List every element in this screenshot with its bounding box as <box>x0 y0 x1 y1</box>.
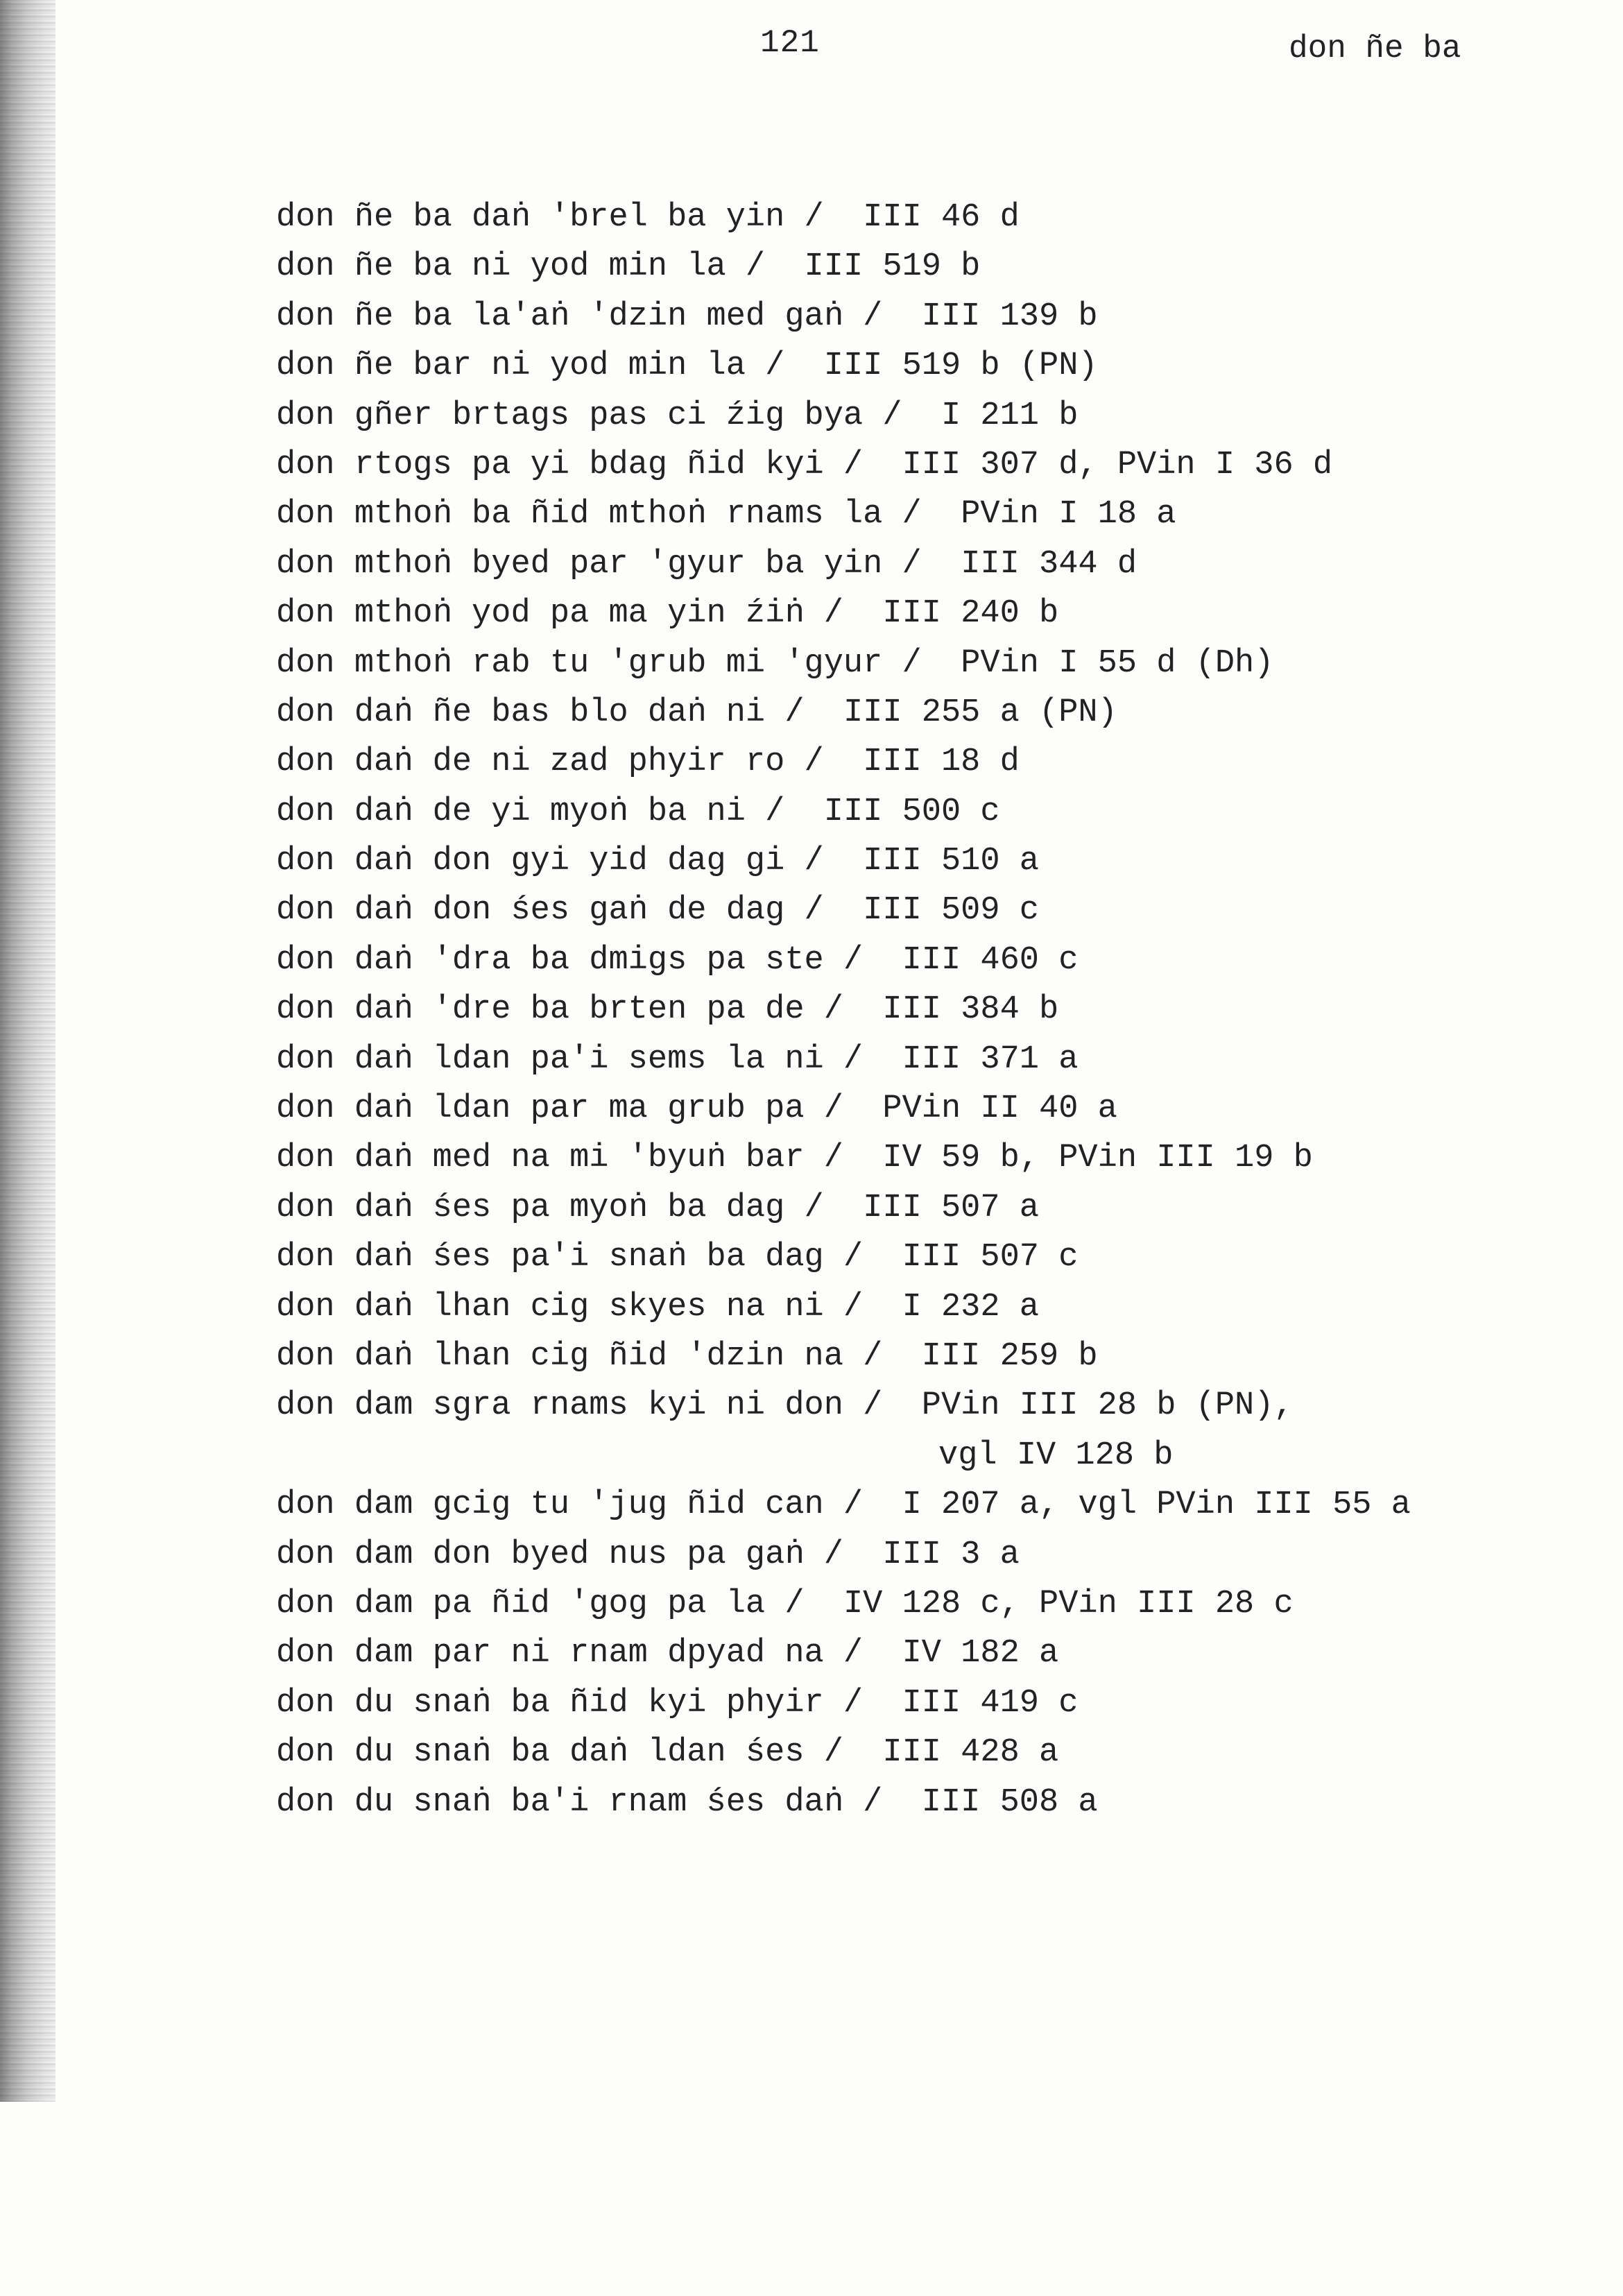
index-entry <box>276 1381 1594 1430</box>
entry-reference: III 507 c <box>902 1239 1079 1276</box>
entry-reference: III 18 d <box>863 744 1020 781</box>
entry-reference: III 519 b (PN) <box>823 348 1098 385</box>
entry-reference: I 211 b <box>941 397 1079 434</box>
index-entry <box>276 1133 1594 1183</box>
entry-verse: don ñe bar ni yod min la / <box>276 348 785 385</box>
entry-verse: don daṅ lhan cig skyes na ni / <box>276 1288 864 1326</box>
entry-verse: don daṅ ldan par ma grub pa / <box>276 1090 843 1128</box>
entry-reference: III 259 b <box>921 1337 1098 1375</box>
index-entry <box>276 490 1594 539</box>
entry-verse: don dam pa ñid 'gog pa la / <box>276 1585 805 1622</box>
entry-verse: don ñe ba daṅ 'brel ba yin / <box>276 199 824 236</box>
index-entry <box>276 1283 1594 1332</box>
entry-reference: PVin I 18 a <box>961 496 1176 533</box>
entry-verse: don du snaṅ ba daṅ ldan śes / <box>276 1734 843 1772</box>
index-entry <box>276 292 1594 341</box>
entry-verse: don mthoṅ ba ñid mthoṅ rnams la / <box>276 496 922 533</box>
index-entry <box>276 737 1594 787</box>
entry-verse: don gñer brtags pas ci źig bya / <box>276 397 902 434</box>
index-entry-continuation <box>276 1431 1594 1480</box>
entry-verse: don daṅ śes pa'i snaṅ ba dag / <box>276 1239 864 1276</box>
entry-reference: PVin II 40 a <box>882 1090 1117 1128</box>
entry-verse: don daṅ śes pa myoṅ ba dag / <box>276 1189 824 1226</box>
entry-reference: I 207 a, vgl PVin III 55 a <box>902 1487 1411 1524</box>
index-entry <box>276 391 1594 440</box>
entry-verse: don dam don byed nus pa gaṅ / <box>276 1536 843 1573</box>
entry-verse: don daṅ ñe bas blo daṅ ni / <box>276 694 805 731</box>
entry-reference: IV 182 a <box>902 1635 1059 1672</box>
entry-reference: III 428 a <box>882 1734 1059 1772</box>
index-entry <box>276 242 1594 291</box>
entry-verse: don du snaṅ ba'i rnam śes daṅ / <box>276 1783 883 1821</box>
entry-verse: don daṅ 'dra ba dmigs pa ste / <box>276 941 864 979</box>
entry-verse: don mthoṅ yod pa ma yin źiṅ / <box>276 595 843 633</box>
entry-reference: PVin I 55 d (Dh) <box>961 644 1274 682</box>
entry-reference: PVin III 28 b (PN), <box>921 1387 1294 1425</box>
index-entry <box>276 639 1594 688</box>
entry-reference: III 139 b <box>921 298 1098 335</box>
entry-reference: III 500 c <box>823 793 1000 830</box>
index-entry <box>276 1183 1594 1233</box>
entry-reference: III 510 a <box>863 843 1039 880</box>
entry-verse: don dam sgra rnams kyi ni don / <box>276 1387 883 1425</box>
running-head: don ñe ba <box>1289 31 1461 67</box>
index-entry <box>276 985 1594 1034</box>
entry-reference: III 507 a <box>863 1189 1039 1226</box>
index-entry <box>276 589 1594 638</box>
entry-verse: don ñe ba ni yod min la / <box>276 248 766 286</box>
entry-verse: don daṅ ldan pa'i sems la ni / <box>276 1040 864 1078</box>
index-entry <box>276 688 1594 737</box>
entry-reference: III 509 c <box>863 892 1039 929</box>
index-entry <box>276 1728 1594 1777</box>
entry-verse: don du snaṅ ba ñid kyi phyir / <box>276 1684 864 1722</box>
entry-verse: don dam gcig tu 'jug ñid can / <box>276 1487 864 1524</box>
entry-reference: vgl IV 128 b <box>938 1437 1174 1474</box>
entry-reference: III 46 d <box>863 199 1020 236</box>
index-entry <box>276 193 1594 242</box>
entry-reference: III 240 b <box>882 595 1059 633</box>
index-entry <box>276 341 1594 391</box>
index-entry <box>276 1629 1594 1678</box>
entry-verse: don ñe ba la'aṅ 'dzin med gaṅ / <box>276 298 883 335</box>
index-entry <box>276 1084 1594 1133</box>
entry-reference: III 307 d, PVin I 36 d <box>902 446 1333 483</box>
entry-verse: don daṅ don gyi yid dag gi / <box>276 843 824 880</box>
entry-reference: I 232 a <box>902 1288 1039 1326</box>
index-entry <box>276 787 1594 837</box>
entry-verse: don daṅ med na mi 'byuṅ bar / <box>276 1140 843 1177</box>
entry-verse: don daṅ don śes gaṅ de dag / <box>276 892 824 929</box>
index-entry <box>276 837 1594 886</box>
entry-verse: don daṅ 'dre ba brten pa de / <box>276 991 843 1029</box>
index-entry <box>276 1530 1594 1579</box>
entry-reference: III 460 c <box>902 941 1079 979</box>
index-entry <box>276 540 1594 589</box>
index-entry <box>276 1679 1594 1728</box>
entry-reference: IV 59 b, PVin III 19 b <box>882 1140 1313 1177</box>
index-entry <box>276 936 1594 985</box>
entry-verse: don mthoṅ byed par 'gyur ba yin / <box>276 545 922 583</box>
entry-reference: III 419 c <box>902 1684 1079 1722</box>
index-entry <box>276 1480 1594 1530</box>
entry-verse: don daṅ lhan cig ñid 'dzin na / <box>276 1337 883 1375</box>
index-entry <box>276 1579 1594 1629</box>
binding-shadow <box>0 0 55 2102</box>
entry-verse: don daṅ de yi myoṅ ba ni / <box>276 793 785 830</box>
entry-reference: III 519 b <box>804 248 981 286</box>
entry-reference: III 3 a <box>882 1536 1020 1573</box>
entry-reference: III 255 a (PN) <box>843 694 1117 731</box>
entry-reference: III 508 a <box>921 1783 1098 1821</box>
entry-verse: don daṅ de ni zad phyir ro / <box>276 744 824 781</box>
index-entry <box>276 1778 1594 1827</box>
entry-verse: don rtogs pa yi bdag ñid kyi / <box>276 446 864 483</box>
index-entry <box>276 1332 1594 1381</box>
entry-reference: IV 128 c, PVin III 28 c <box>843 1585 1294 1622</box>
entry-reference: III 371 a <box>902 1040 1079 1078</box>
index-entry <box>276 440 1594 490</box>
page-number: 121 <box>760 25 820 61</box>
entry-verse: don mthoṅ rab tu 'grub mi 'gyur / <box>276 644 922 682</box>
entry-verse: don dam par ni rnam dpyad na / <box>276 1635 864 1672</box>
index-entry <box>276 1233 1594 1282</box>
index-entry <box>276 1035 1594 1084</box>
entry-reference: III 344 d <box>961 545 1137 583</box>
entry-reference: III 384 b <box>882 991 1059 1029</box>
index-entry-list <box>276 193 1594 1827</box>
index-entry <box>276 886 1594 935</box>
